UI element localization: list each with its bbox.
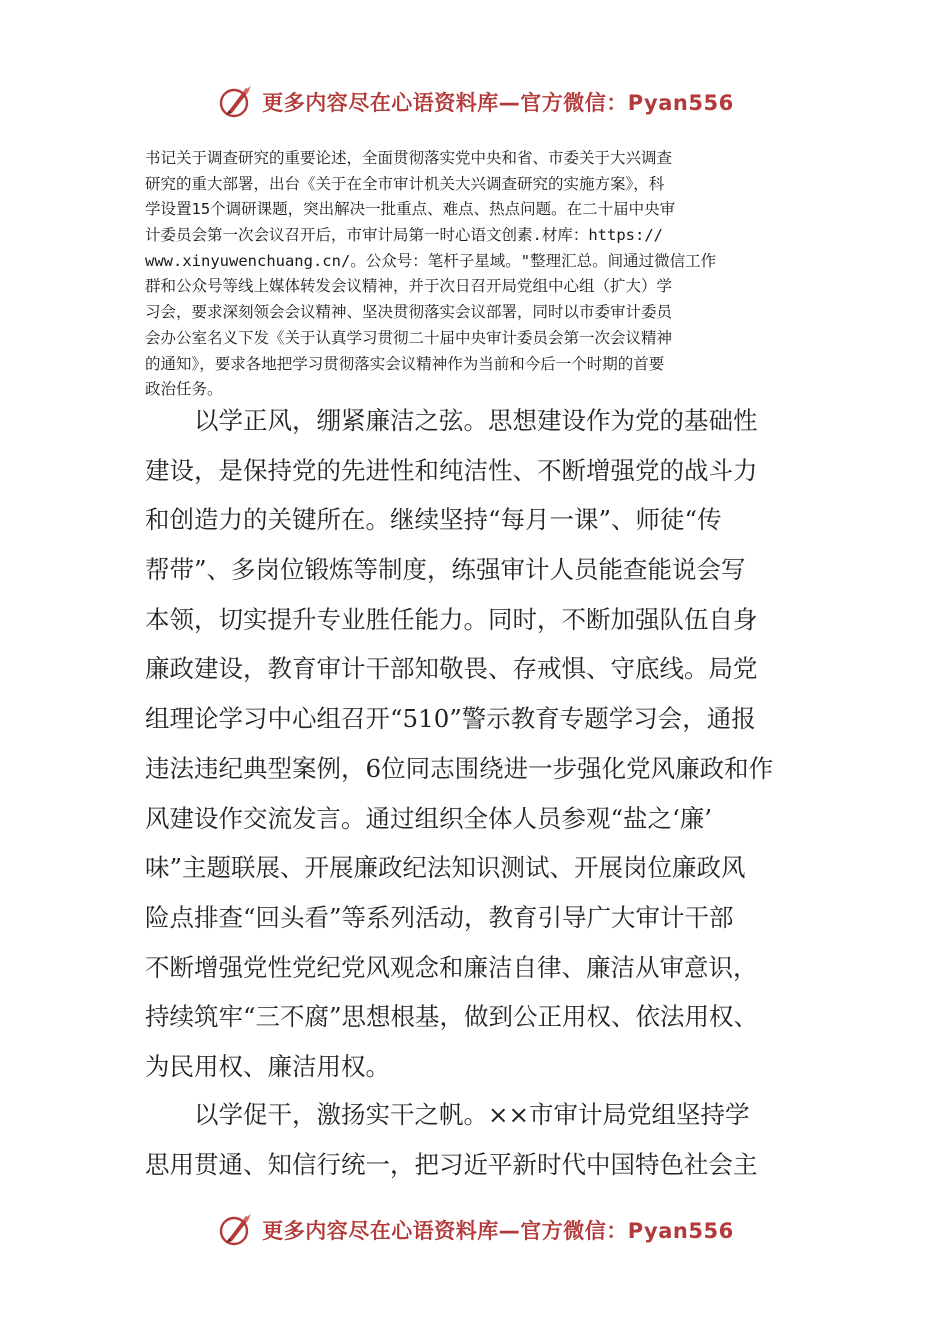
paragraph-integrity (145, 396, 815, 1092)
paragraph-line: 不断增强党性党纪党风观念和廉洁自律、廉洁从审意识， (145, 952, 758, 982)
paragraph-line: 和创造力的关键所在。继续坚持“每月一课”、师徒“传 (145, 505, 722, 535)
intro-line: 研究的重大部署，出台《关于在全市审计机关大兴调查研究的实施方案》，科 (145, 174, 665, 193)
intro-paragraph (145, 146, 810, 403)
paragraph-line: 思用贯通、知信行统一，把习近平新时代中国特色社会主 (145, 1149, 758, 1179)
paragraph-line: 廉政建设，教育审计干部知敬畏、存戒惧、守底线。局党 (145, 654, 758, 684)
header-banner-text: 更多内容尽在心语资料库—官方微信：Pyan556 (262, 91, 734, 115)
paragraph-line: 为民用权、廉洁用权。 (145, 1051, 390, 1081)
intro-line: 群和公众号等线上媒体转发会议精神，并于次日召开局党组中心组（扩大）学 (145, 277, 673, 296)
paragraph-line: 以学促干，激扬实干之帆。××市审计局党组坚持学 (145, 1100, 750, 1129)
paragraph-line: 本领，切实提升专业胜任能力。同时，不断加强队伍自身 (145, 604, 758, 634)
intro-line: 书记关于调查研究的重要论述，全面贯彻落实党中央和省、市委关于大兴调查 (145, 149, 673, 167)
footer-banner-text: 更多内容尽在心语资料库—官方微信：Pyan556 (262, 1219, 734, 1243)
quill-pen-logo-icon (216, 82, 256, 122)
intro-line: 政治任务。 (145, 380, 223, 399)
header-banner (0, 80, 950, 124)
paragraph-line: 建设，是保持党的先进性和纯洁性、不断增强党的战斗力 (145, 455, 758, 485)
intro-line: www.xinyuwenchuang.cn/。公众号：笔杆子星域。"整理汇总。间通过微信工作 (145, 251, 717, 270)
intro-line: 会办公室名义下发《关于认真学习贯彻二十届中央审计委员会第一次会议精神 (145, 328, 673, 347)
intro-line: 学设置15个调研课题，突出解决一批重点、难点、热点问题。在二十届中央审 (145, 200, 676, 219)
paragraph-line: 以学正风，绷紧廉洁之弦。思想建设作为党的基础性 (145, 406, 758, 435)
paragraph-line: 帮带”、多岗位锻炼等制度，练强审计人员能查能说会写 (145, 555, 746, 585)
paragraph-line: 违法违纪典型案例，6位同志围绕进一步强化党风廉政和作 (145, 753, 774, 783)
intro-line: 计委员会第一次会议召开后，市审计局第一时心语文创素.材库：https:// (145, 226, 663, 245)
intro-line: 习会，要求深刻领会会议精神、坚决贯彻落实会议部署，同时以市委审计委员 (145, 303, 673, 322)
paragraph-line: 风建设作交流发言。通过组织全体人员参观“盐之‘廉’ (145, 803, 713, 833)
footer-banner (0, 1208, 950, 1252)
paragraph-line: 险点排查“回头看”等系列活动，教育引导广大审计干部 (145, 902, 734, 932)
quill-pen-logo-icon (216, 1210, 256, 1250)
paragraph-line: 味”主题联展、开展廉政纪法知识测试、开展岗位廉政风 (145, 853, 746, 883)
intro-line: 的通知》，要求各地把学习贯彻落实会议精神作为当前和今后一个时期的首要 (145, 354, 665, 373)
paragraph-line: 持续筑牢“三不腐”思想根基，做到公正用权、依法用权、 (145, 1002, 759, 1032)
paragraph-action (145, 1090, 815, 1189)
paragraph-line: 组理论学习中心组召开“510”警示教育专题学习会，通报 (145, 704, 756, 734)
